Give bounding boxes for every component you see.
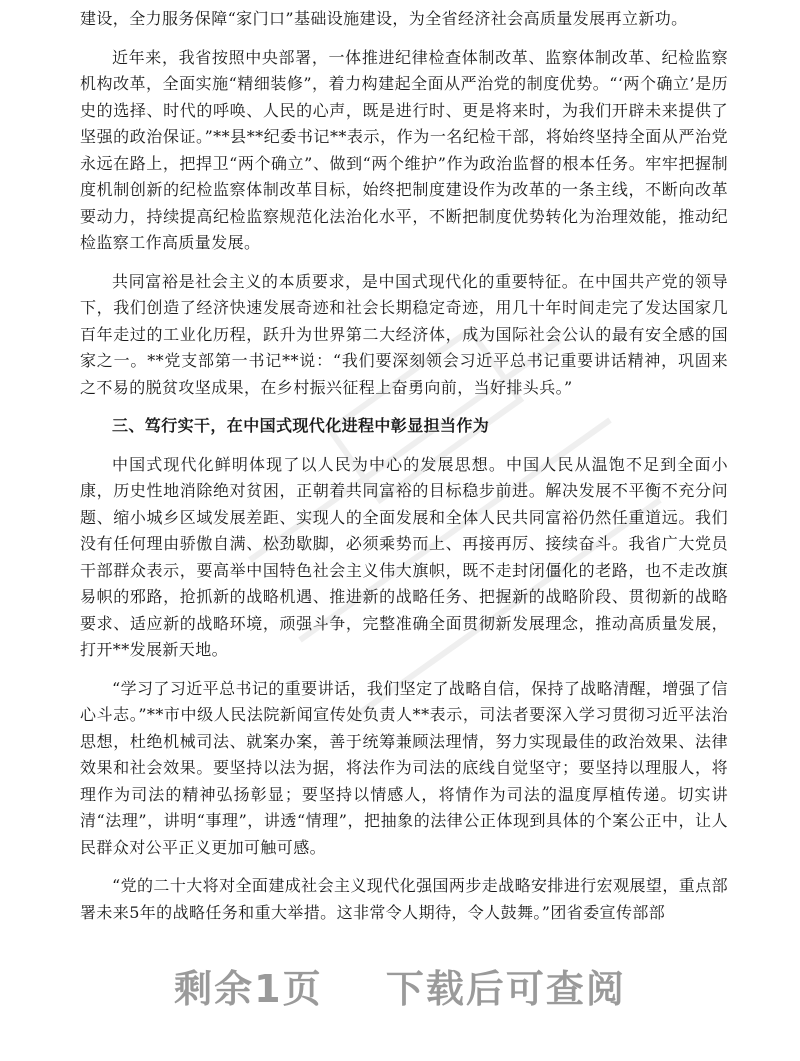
document-body <box>80 6 728 938</box>
paragraph-1: 建设，全力服务保障“家门口”基础设施建设，为全省经济社会高质量发展再立新功。 <box>80 9 688 28</box>
paragraph-6: “党的二十大将对全面建成社会主义现代化强国两步走战略安排进行宏观展望，重点部署未来5年的战略任务和重大举措。这非常令人期待，令人鼓舞。”团省委宣传部部 <box>80 876 728 922</box>
paragraph-4: 中国式现代化鲜明体现了以人民为中心的发展思想。中国人民从温饱不足到全面小康，历史性地消除绝对贫困，正朝着共同富裕的目标稳步前进。解决发展不平衡不充分问题、缩小城乡区域发展差距、实现人的全面发展和全体人民共同富裕仍然任重道远。我们没有任何理由骄傲自满、松劲歇脚，必须乘势而上、再接再厉、接续奋斗。我省广大党员干部群众表示，要高举中国特色社会主义伟大旗帜，既不走封闭僵化的老路，也不走改旗易帜的邪路，抢抓新的战略机遇、推进新的战略任务、把握新的战略阶段、贯彻新的战略要求、适应新的战略环境，顽强斗争，完整准确全面贯彻新发展理念，推动高质量发展，打开**发展新天地。 <box>80 454 728 659</box>
download-banner[interactable] <box>0 958 800 1013</box>
paragraph-5: “学习了习近平总书记的重要讲话，我们坚定了战略自信，保持了战略清醒，增强了信心斗志。”**市中级人民法院新闻宣传处负责人**表示，司法者要深入学习贯彻习近平法治思想，杜绝机械司法、就案办案，善于统筹兼顾法理情，努力实现最佳的政治效果、法律效果和社会效果。要坚持以法为据，将法作为司法的底线自觉坚守；要坚持以理服人，将理作为司法的精神弘扬彰显；要坚持以情感人，将情作为司法的温度厚植传递。切实讲清“法理”，讲明“事理”，讲透“情理”，把抽象的法律公正体现到具体的个案公正中，让人民群众对公平正义更加可触可感。 <box>80 678 728 857</box>
download-to-view-label[interactable]: 下载后可查阅 <box>385 967 626 1011</box>
paragraph-3: 共同富裕是社会主义的本质要求，是中国式现代化的重要特征。在中国共产党的领导下，我们创造了经济快速发展奇迹和社会长期稳定奇迹，用几十年时间走完了发达国家几百年走过的工业化历程，跃升为世界第二大经济体，成为国际社会公认的最有安全感的国家之一。**党支部第一书记**说：“我们要深刻领会习近平总书记重要讲话精神，巩固来之不易的脱贫攻坚成果，在乡村振兴征程上奋勇向前，当好排头兵。” <box>80 271 728 397</box>
section-heading: 三、笃行实干，在中国式现代化进程中彰显担当作为 <box>112 416 490 435</box>
paragraph-2: 近年来，我省按照中央部署，一体推进纪律检查体制改革、监察体制改革、纪检监察机构改革，全面实施“精细装修”，着力构建起全面从严治党的制度优势。“‘两个确立’是历史的选择、时代的呼唤、人民的心声，既是进行时、更是将来时，为我们开辟未来提供了坚强的政治保证。”**县**纪委书记**表示，作为一名纪检干部，将始终坚持全面从严治党永远在路上，把捍卫“两个确立”、做到“两个维护”作为政治监督的根本任务。牢牢把握制度机制创新的纪检监察体制改革目标，始终把制度建设作为改革的一条主线，不断向改革要动力，持续提高纪检监察规范化法治化水平，不断把制度优势转化为治理效能，推动纪检监察工作高质量发展。 <box>80 47 728 252</box>
remaining-pages-label: 剩余1页 <box>174 967 323 1011</box>
